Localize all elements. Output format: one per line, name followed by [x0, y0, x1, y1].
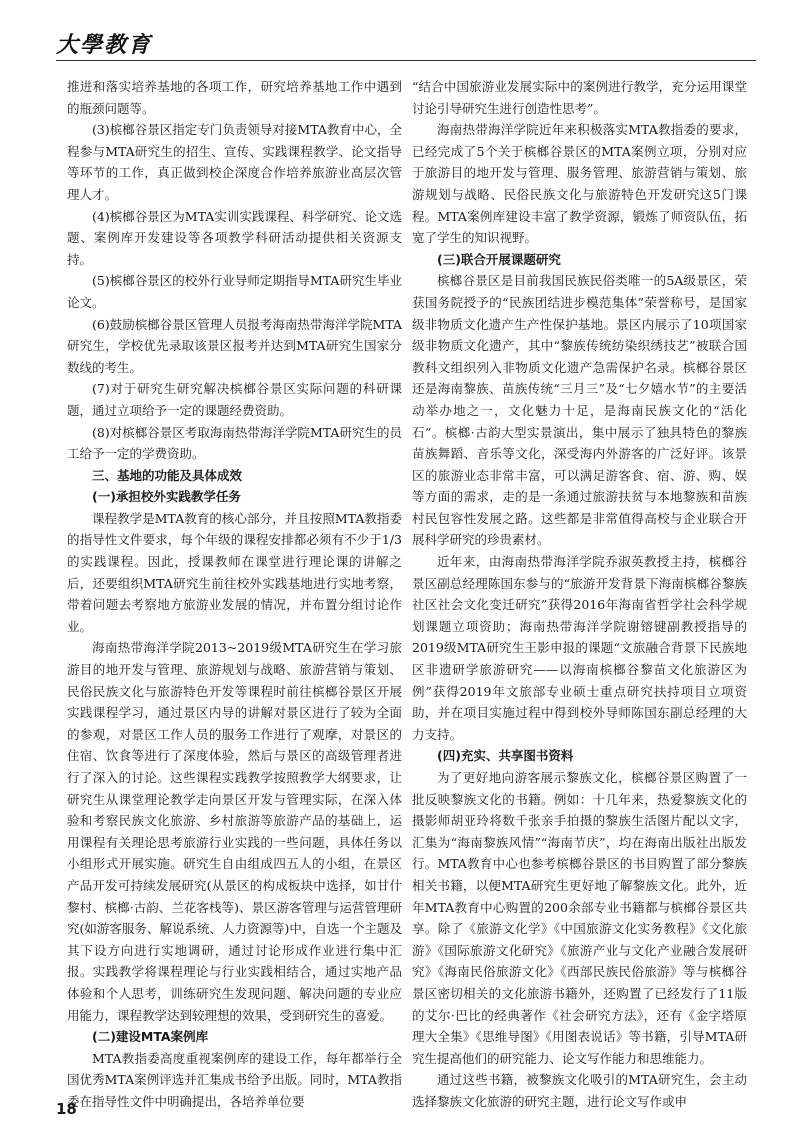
section-heading: (四)充实、共享图书资料 — [437, 748, 574, 764]
masthead — [56, 24, 756, 64]
paragraph: (3)槟榔谷景区指定专门负责领导对接MTA教育中心，全程参与MTA研究生的招生、宣传、实践课程教学、论文指导等环节的工作，真正做到校企深度合作培养旅游业高层次管理人才。 — [67, 122, 402, 202]
journal-logo: 大學教育 — [56, 32, 153, 58]
paragraph: 海南热带海洋学院近年来积极落实MTA教指委的要求，已经完成了5个关于槟榔谷景区的MTA案例立项，分别对应于旅游目的地开发与管理、服务管理、旅游营销与策划、旅游规划与战略、民俗民族文化与旅游特色开发研究这5门课程。MTA案例库建设丰富了教学资源，锻炼了师资队伍，拓宽了学生的知识视野。 — [412, 122, 747, 246]
header-rule — [56, 60, 756, 61]
paragraph: (4)槟榔谷景区为MTA实训实践课程、科学研究、论文选题、案例库开发建设等各项教学科研活动提供相关资源支持。 — [67, 208, 402, 267]
paragraph: 为了更好地向游客展示黎族文化，槟榔谷景区购置了一批反映黎族文化的书籍。例如：十几年来，热爱黎族文化的摄影师胡亚玲将数千张亲手拍摄的黎族生活图片配以文字，汇集为“海南黎族风情”“海南节庆”，均在海南出版社出版发行。MTA教育中心也参考槟榔谷景区的书目购置了部分黎族相关书籍，以便MTA研究生更好地了解黎族文化。此外，近年MTA教育中心购置的200余部专业书籍都与槟榔谷景区共享。除了《旅游文化学》《中国旅游文化实务教程》《文化旅游》《国际旅游文化研究》《旅游产业与文化产业融合发展研究》《海南民俗旅游文化》《西部民族民俗旅游》等与槟榔谷景区密切相关的文化旅游书籍外，还购置了已经发行了11版的艾尔·巴比的经典著作《社会研究方法》，还有《金字塔原理大全集》《思维导图》《用图表说话》等书籍，引导MTA研究生提高他们的研究能力、论文写作能力和思维能力。 — [412, 770, 747, 1066]
section-heading: 三、基地的功能及具体成效 — [92, 467, 243, 483]
paragraph: (8)对槟榔谷景区考取海南热带海洋学院MTA研究生的员工给予一定的学费资助。 — [67, 424, 402, 462]
page-number: 18 — [56, 1100, 77, 1118]
paragraph: (6)鼓励槟榔谷景区管理人员报考海南热带海洋学院MTA研究生，学校优先录取该景区报考并达到MTA研究生国家分数线的考生。 — [67, 316, 402, 375]
paragraph: MTA教指委高度重视案例库的建设工作，每年都举行全国优秀MTA案例评选并汇集成书给予出版。同时，MTA教指委在指导性文件中明确提出，各培养单位要 — [67, 1050, 402, 1109]
section-heading: (二)建设MTA案例库 — [92, 1029, 209, 1045]
paragraph: 海南热带海洋学院2013~2019级MTA研究生在学习旅游目的地开发与管理、旅游规划与战略、旅游营销与策划、民俗民族文化与旅游特色开发等课程时前往槟榔谷景区开展实践课程学习，通过景区内导的讲解对景区进行了较为全面的参观，对景区工作人员的服务工作进行了观摩，对景区的住宿、饮食等进行了深度体验，然后与景区的高级管理者进行了深入的讨论。这些课程实践教学按照教学大纲要求，让研究生从课堂理论教学走向景区开发与管理实际，在深入体验和考察民族文化旅游、乡村旅游等旅游产品的基础上，运用课程有关理论思考旅游行业实践的一些问题，具体任务以小组形式开展实施。研究生自由组成四五人的小组，在景区产品开发可持续发展研究(从景区的构成板块中选择，如甘什黎村、槟榔·古韵、兰花客栈等)、景区游客管理与运营管理研究(如游客服务、解说系统、人力资源等)中，自选一个主题及其下设方向进行实地调研，通过讨论形成作业进行集中汇报。实践教学将课程理论与行业实践相结合，通过实地产品体验和个人思考，训练研究生发现问题、解决问题的专业应用能力，课程教学达到较理想的效果，受到研究生的喜爱。 — [67, 640, 402, 1023]
paragraph: (7)对于研究生研究解决槟榔谷景区实际问题的科研课题，通过立项给予一定的课题经费资助。 — [67, 381, 402, 418]
paragraph: 通过这些书籍，被黎族文化吸引的MTA研究生，会主动选择黎族文化旅游的研究主题，进行论文写作或申 — [412, 1072, 747, 1109]
section-heading: (一)承担校外实践教学任务 — [92, 489, 241, 505]
paragraph: 槟榔谷景区是目前我国民族民俗类唯一的5A级景区，荣获国务院授予的“民族团结进步模范集体”荣誉称号，是国家级非物质文化遗产生产性保护基地。景区内展示了10项国家级非物质文化遗产，其中“黎族传统纺染织绣技艺”被联合国教科文组织列入非物质文化遗产急需保护名录。槟榔谷景区还是海南黎族、苗族传统“三月三”及“七夕嬉水节”的主要活动举办地之一，文化魅力十足，是海南民族文化的“活化石”。槟榔·古韵大型实景演出，集中展示了独具特色的黎族苗族舞蹈、音乐等文化，深受海内外游客的广泛好评。该景区的旅游业态非常丰富，可以满足游客食、宿、游、购、娱等方面的需求，走的是一条通过旅游扶贫与本地黎族和苗族村民包容性发展之路。这些都是非常值得高校与企业联合开展科学研究的珍贵素材。 — [412, 273, 747, 548]
paragraph: (5)槟榔谷景区的校外行业导师定期指导MTA研究生毕业论文。 — [67, 273, 402, 310]
paragraph: 推进和落实培养基地的各项工作，研究培养基地工作中遇到的瓶颈问题等。 — [67, 79, 402, 116]
paragraph: 课程教学是MTA教育的核心部分，并且按照MTA教指委的指导性文件要求，每个年级的课程安排都必须有不少于1/3的实践课程。因此，授课教师在课堂进行理论课的讲解之后，还要组织MTA研究生前往校外实践基地进行实地考察，带着问题去考察地方旅游业发展的情况，并布置分组讨论作业。 — [67, 510, 402, 634]
paragraph: “结合中国旅游业发展实际中的案例进行教学，充分运用课堂讨论引导研究生进行创造性思考”。 — [412, 79, 747, 116]
left-column — [67, 76, 402, 1113]
right-column — [412, 76, 747, 1113]
section-heading: (三)联合开展课题研究 — [437, 251, 561, 267]
paragraph: 近年来，由海南热带海洋学院乔淑英教授主持，槟榔谷景区副总经理陈国东参与的“旅游开发背景下海南槟榔谷黎族社区社会文化变迁研究”获得2016年海南省哲学社会科学规划课题立项资助；海南热带海洋学院谢镕键副教授指导的2019级MTA研究生王影申报的课题“文旅融合背景下民族地区非遗研学旅游研究——以海南槟榔谷黎苗文化旅游区为例”获得2019年文旅部专业硕士重点研究扶持项目立项资助，并在项目实施过程中得到校外导师陈国东副总经理的大力支持。 — [412, 554, 747, 742]
